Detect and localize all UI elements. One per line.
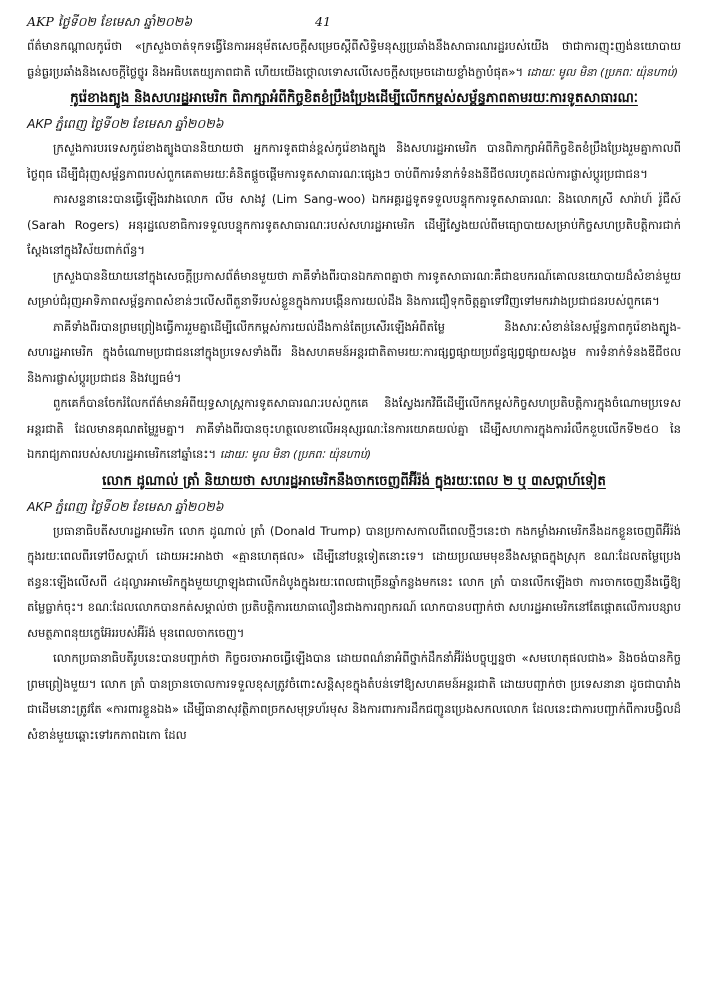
document-page xyxy=(27,10,681,748)
article1-byline: ដោយៈ មូល មិនា (ប្រភពៈ យ៉ុនហាប់) xyxy=(219,448,372,461)
header-date: AKP ថ្ងៃទី០២ ខែមេសា ឆ្នាំ២០២៦ xyxy=(27,14,193,29)
page-number: 41 xyxy=(315,14,331,29)
article1-paragraph-1: ក្រសួងការបរទេសកូរ៉េខាងត្បូងបាននិយាយថា អ្នកការទូតជាន់ខ្ពស់កូរ៉េខាងត្បូង និងសហរដ្ឋអាមេរិក បានពិភាក្សាអំពីកិច្ចខិតខំប្រឹងប្រែងរួមគ្នាកាលពីថ្ងៃពុធ ដើម្បីជំរុញសម្ព័ន្ធភាពរបស់ពួកគេតាមរយៈគំនិតផ្ដួចផ្ដើមការទូតសាធារណៈផ្សេងៗ ចាប់ពីការទំនាក់ទំនងនីជីថលរហូតដល់ការផ្លាស់ប្ដូរប្រជាជន។ xyxy=(27,141,681,181)
article1-paragraph-5 xyxy=(27,391,681,468)
article2-dateline: AKP ភ្នំពេញ ថ្ងៃទី០២ ខែមេសា ឆ្នាំ២០២៦ xyxy=(27,499,224,514)
article2-paragraph-2: លោកប្រធានាធិបតីរូបនេះបានបញ្ជាក់ថា កិច្ចចរចាអាចធ្វើឡើងបាន ដោយពណ៌នាអំពីថ្នាក់ដឹកនាំអ៊ីរ៉ង់បច្ចុប្បន្នថា «សមហេតុផលជាង» និងចង់បានកិច្ចព្រមព្រៀងមួយ។ លោក ត្រាំ បានច្រានចោលការទទួលខុសត្រូវចំពោះសន្តិសុខក្នុងតំបន់ទៅឱ្យសហគមន៍អន្តរជាតិ ដោយបញ្ជាក់ថា ប្រទេសនានា ដូចជាបារាំងជាដើមនោះត្រូវតែ «ការពារខ្លួនឯង» ដើម្បីធានាសុវត្ថិភាពច្រកសមុទ្រហ័រមុស និងការពារការដឹកជញ្ជូនប្រេងសកលលោក ដែលនេះជាការបញ្ជាក់ពីការបង្វិលដ៏សំខាន់មួយឆ្ពោះទៅរកភាពឯកោ ដែល xyxy=(27,651,681,742)
article1-headline: កូរ៉េខាងត្បូង និងសហរដ្ឋអាមេរិក ពិភាក្សាអំពីកិច្ចខិតខំប្រឹងប្រែងដើម្បីលើកកម្ពស់សម្ព័ន្ធភាពតាមរយៈការទូតសាធារណៈ xyxy=(70,91,638,106)
intro-byline: ដោយៈ មូល មិនា (ប្រភពៈ យ៉ុនហាប់) xyxy=(526,65,679,79)
intro-text: ព័ត៌មានកណ្ដាលកូរ៉េថា «ក្រសួងចាត់ទុកទង្វើនៃការអនុម័តសេចក្ដីសម្រេចស្ដីពីសិទ្ធិមនុស្សប្រឆាំងនឹងសាធារណរដ្ឋរបស់យើង ថាជាការញុះញង់នយោបាយធ្ងន់ធ្ងរប្រឆាំងនិងសេចក្ដីថ្លៃថ្នូរ និងអធិបតេយ្យភាពជាតិ ហើយយើងថ្កោលទោសលើសេចក្ដីសម្រេចដោយខ្លាំងក្លាបំផុត»។ xyxy=(27,39,681,79)
article2-headline: លោក ដូណាល់ ត្រាំ និយាយថា សហរដ្ឋអាមេរិកនឹងចាកចេញពីអ៊ីរ៉ង់ ក្នុងរយៈពេល ២ ឬ ៣សប្ដាហ៍ទៀត xyxy=(102,473,606,489)
article1-paragraph-3: ក្រសួងបាននិយាយនៅក្នុងសេចក្ដីប្រកាសព័ត៌មានមួយថា ភាគីទាំងពីរបានឯកភាពគ្នាថា ការទូតសាធារណៈគឺជាឧបករណ៍គោលនយោបាយដ៏សំខាន់មួយសម្រាប់ជំរុញអាទិភាពសម្ព័ន្ធភាពសំខាន់ៗលើសពីតួនាទីរបស់ខ្លួនក្នុងការបង្កើនការយល់ដឹង និងការជឿទុកចិត្តគ្នាទៅវិញទៅមករវាងប្រជាជនរបស់ពួកគេ។ xyxy=(27,268,681,308)
article1-paragraph-4: ភាគីទាំងពីរបានព្រមព្រៀងធ្វើការរួមគ្នាដើម្បីលើកកម្ពស់ការយល់ដឹងកាន់តែប្រសើរឡើងអំពីតម្លៃ និងសារៈសំខាន់នៃសម្ព័ន្ធភាពកូរ៉េខាងត្បូង-សហរដ្ឋអាមេរិក ក្នុងចំណោមប្រជាជននៅក្នុងប្រទេសទាំងពីរ និងសហគមន៍អន្តរជាតិតាមរយៈការផ្សព្វផ្សាយប្រព័ន្ធផ្សព្វផ្សាយសង្គម ការទំនាក់ទំនងឌីជីថល និងការផ្លាស់ប្ដូរប្រជាជន និងវប្បធម៌។ xyxy=(27,319,681,385)
article1-dateline: AKP ភ្នំពេញ ថ្ងៃទី០២ ខែមេសា ឆ្នាំ២០២៦ xyxy=(27,117,224,131)
running-header xyxy=(27,10,681,34)
article2-paragraph-1: ប្រធានាធិបតីសហរដ្ឋអាមេរិក លោក ដូណាល់ ត្រាំ (Donald Trump) បានប្រកាសកាលពីពេលថ្មីៗនេះថា កងកម្លាំងអាមេរិកនឹងដកខ្លួនចេញពីអ៊ីរ៉ង់ក្នុងរយៈពេលពីរទៅបីសប្ដាហ៍ ដោយអះអាងថា «គ្មានហេតុផល» ដើម្បីនៅបន្តទៀតនោះទេ។ ដោយប្រឈមមុខនឹងសម្ពាធក្នុងស្រុក ខណៈដែលតម្លៃប្រេងឥន្ធនៈឡើងលើសពី ៤ដុល្លារអាមេរិកក្នុងមួយហ្គាឡុងជាលើកដំបូងក្នុងរយៈពេលជាច្រើនឆ្នាំកន្លងមកនេះ លោក ត្រាំ បានលើកឡើងថា ការចាកចេញនឹងធ្វើឱ្យតម្លៃធ្លាក់ចុះ។ ខណៈដែលលោកបានកត់សម្គាល់ថា ប្រតិបត្តិការយោធាលឿនជាងការព្យាករណ៍ លោកបានបញ្ជាក់ថា សហរដ្ឋអាមេរិកនៅតែផ្ដោតលើការបន្សាបសមត្ថភាពនុយក្លេអ៊ែររបស់អ៊ីរ៉ង់ មុនពេលចាកចេញ។ xyxy=(27,523,681,640)
article1-paragraph-2: ការសន្ទនានេះបានធ្វើឡើងរវាងលោក លីម សាងវូ (Lim Sang-woo) ឯកអគ្គរដ្ឋទូតទទួលបន្ទុកការទូតសាធារណៈ និងលោកស្រី សារ៉ាហ៍ រ៉ូជឺស៍ (Sarah Rogers) អនុរដ្ឋលេខាធិការទទួលបន្ទុកការទូតសាធារណៈរបស់សហរដ្ឋអាមេរិក ដើម្បីស្វែងយល់ពីមធ្យោបាយសម្រាប់កិច្ចសហប្រតិបត្តិការជាក់ស្ដែងនៅក្នុងវិស័យពាក់ព័ន្ធ។ xyxy=(27,192,681,257)
intro-paragraph xyxy=(27,34,681,85)
article1-paragraph-5-text: ពួកគេក៏បានចែករំលែកព័ត៌មានអំពីយុទ្ធសាស្ត្រការទូតសាធារណៈរបស់ពួកគេ និងស្វែងរកវិធីដើម្បីលើកកម្ពស់កិច្ចសហប្រតិបត្តិការក្នុងចំណោមប្រទេសអន្តរជាតិ ដែលមានគុណតម្លៃរួមគ្នា។ ភាគីទាំងពីរបានចុះហត្ថលេខាលើអនុស្សរណៈនៃការយោគយល់គ្នា ដើម្បីសហការក្នុងការរំលឹកខួបលើកទី២៥០ នៃឯករាជ្យភាពរបស់សហរដ្ឋអាមេរិកនៅឆ្នាំនេះ។ xyxy=(27,396,681,461)
